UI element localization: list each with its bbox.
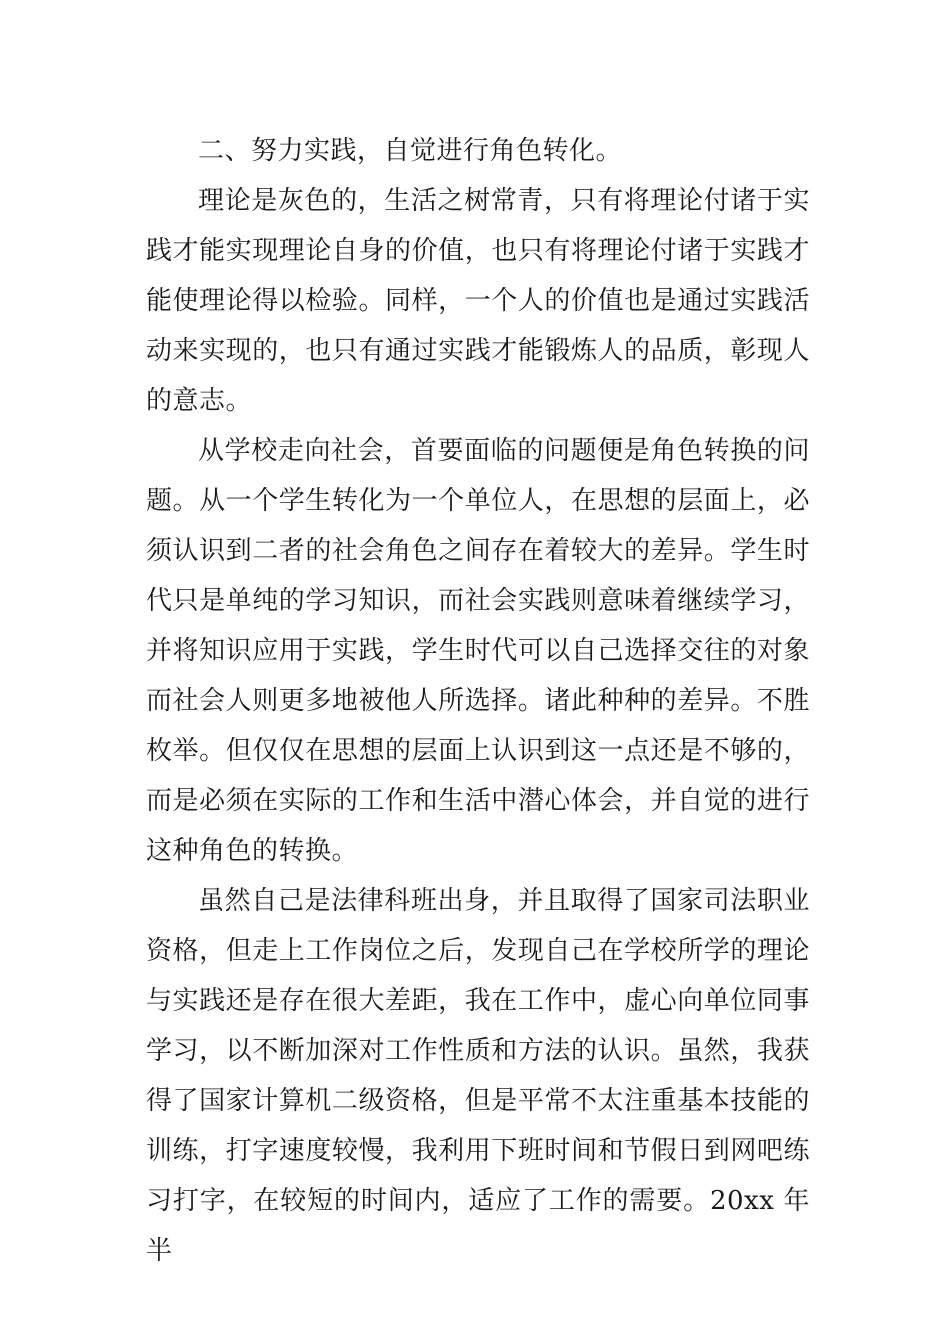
paragraph-1: 理论是灰色的，生活之树常青，只有将理论付诸于实践才能实现理论自身的价值，也只有将理论付诸于实践才能使理论得以检验。同样，一个人的价值也是通过实践活动来实现的，也只有通过实践才能锻炼人的品质，彰现人的意志。 bbox=[146, 186, 810, 416]
paragraph-2: 从学校走向社会，首要面临的问题便是角色转换的问题。从一个学生转化为一个单位人，在思想的层面上，必须认识到二者的社会角色之间存在着较大的差异。学生时代只是单纯的学习知识，而社会实践则意味着继续学习，并将知识应用于实践，学生时代可以自己选择交往的对象而社会人则更多地被他人所选择。诸此种种的差异。不胜枚举。但仅仅在思想的层面上认识到这一点还是不够的，而是必须在实际的工作和生活中潜心体会，并自觉的进行这种角色的转换。 bbox=[146, 436, 810, 866]
section-heading: 二、努力实践，自觉进行角色转化。 bbox=[198, 136, 623, 166]
document-body bbox=[146, 126, 810, 1276]
paragraph-3: 虽然自己是法律科班出身，并且取得了国家司法职业资格，但走上工作岗位之后，发现自己在学校所学的理论与实践还是存在很大差距，我在工作中，虚心向单位同事学习，以不断加深对工作性质和方法的认识。虽然，我获得了国家计算机二级资格，但是平常不太注重基本技能的训练，打字速度较慢，我利用下班时间和节假日到网吧练习打字，在较短的时间内，适应了工作的需要。20xx 年半 bbox=[146, 886, 810, 1266]
